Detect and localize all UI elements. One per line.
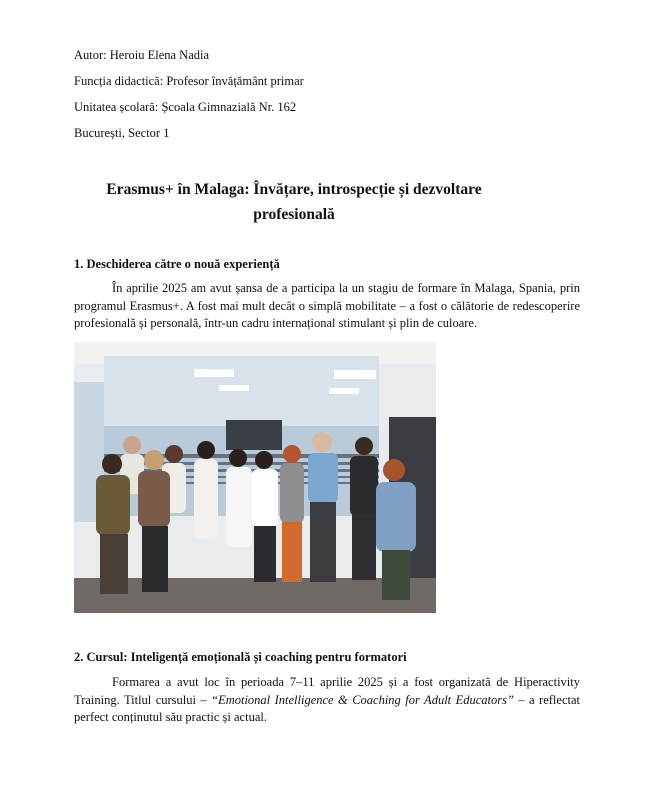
section2-paragraph-start: Formarea a avut loc în perioada 7–11 aprilie 2025 și a fost organizată de Hiperactivity Training. Titlul cursului – xyxy=(74,675,580,707)
school-line: Unitatea școlară: Școala Gimnazială Nr. 162 xyxy=(74,100,297,114)
group-photo xyxy=(74,342,436,613)
document-title: Erasmus+ în Malaga: Învățare, introspecție și dezvoltare profesională xyxy=(106,181,482,223)
author-line: Autor: Heroiu Elena Nadia xyxy=(74,48,210,62)
city-line: București, Sector 1 xyxy=(74,126,170,140)
section2-heading: 2. Cursul: Inteligență emoțională și coaching pentru formatori xyxy=(74,650,407,664)
photo-tv-screen xyxy=(226,420,282,450)
photo-ceiling-light xyxy=(334,370,376,379)
function-line: Funcția didactică: Profesor învățământ primar xyxy=(74,74,304,88)
photo-ceiling-light xyxy=(219,385,249,391)
course-title: “Emotional Intelligence & Coaching for Adult Educators” xyxy=(211,692,514,707)
photo-floor xyxy=(74,578,436,613)
section2-paragraph-end: – a reflectat perfect conținutul său practic și actual. xyxy=(74,692,580,724)
photo-ceiling-light xyxy=(329,388,359,394)
section1-heading: 1. Deschiderea către o nouă experiență xyxy=(74,257,280,271)
section2-paragraph xyxy=(74,674,580,727)
photo-ceiling-light xyxy=(194,369,234,377)
section1-paragraph: În aprilie 2025 am avut șansa de a participa la un stagiu de formare în Malaga, Spania, prin programul Erasmus+. A fost mai mult decât o simplă mobilitate – a fost o călătorie de redescoperire profesională și personală, într-un cadru internațional stimulant și plin de culoare. xyxy=(74,281,580,330)
